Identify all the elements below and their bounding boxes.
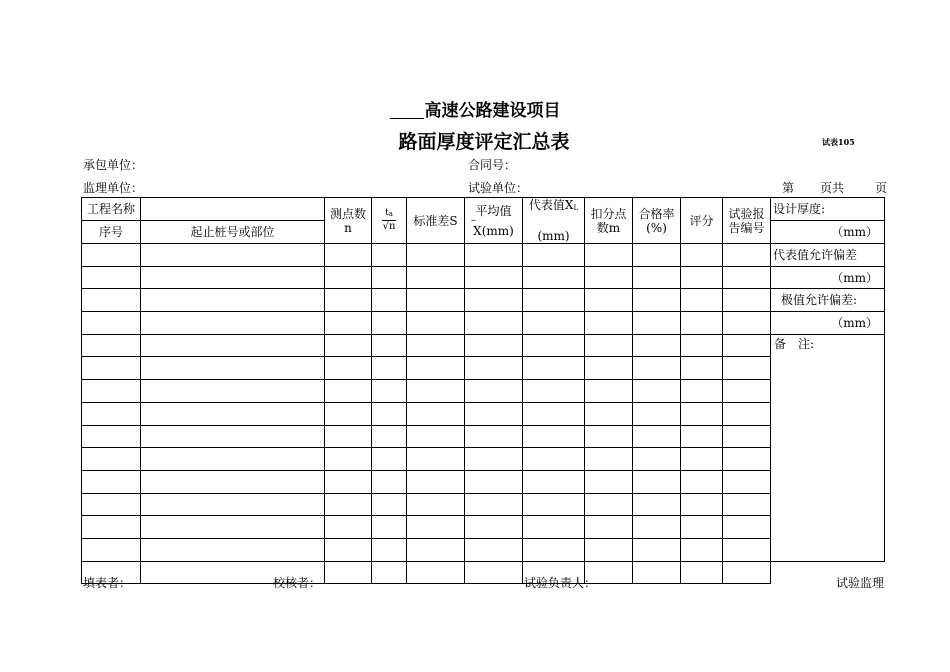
table-cell[interactable]: [523, 380, 585, 403]
table-cell[interactable]: [372, 244, 407, 267]
table-cell[interactable]: [82, 538, 141, 561]
table-cell[interactable]: [585, 244, 633, 267]
table-cell[interactable]: [465, 402, 523, 425]
table-cell[interactable]: [141, 380, 325, 403]
table-cell[interactable]: [407, 538, 465, 561]
table-cell[interactable]: [407, 561, 465, 584]
table-cell[interactable]: [465, 244, 523, 267]
table-cell[interactable]: [325, 402, 372, 425]
table-cell[interactable]: [465, 312, 523, 335]
table-cell[interactable]: [325, 244, 372, 267]
table-cell[interactable]: [681, 266, 723, 289]
table-cell[interactable]: [372, 357, 407, 380]
test-lead-label: 试验负责人：: [524, 576, 597, 590]
table-cell[interactable]: [407, 357, 465, 380]
table-cell[interactable]: [465, 357, 523, 380]
table-cell[interactable]: [523, 425, 585, 448]
table-cell[interactable]: [681, 357, 723, 380]
std-dev-header: 标准差S: [407, 198, 465, 244]
test-unit-label: 试验单位：: [468, 181, 529, 195]
table-cell[interactable]: [723, 357, 771, 380]
table-cell[interactable]: [723, 402, 771, 425]
table-cell[interactable]: [633, 516, 681, 539]
test-supervisor-label: 试验监理: [836, 576, 885, 590]
table-cell[interactable]: [681, 244, 723, 267]
table-cell[interactable]: [82, 516, 141, 539]
table-cell[interactable]: [523, 470, 585, 493]
table-cell[interactable]: [585, 357, 633, 380]
table-cell[interactable]: [723, 334, 771, 357]
table-cell[interactable]: [465, 448, 523, 471]
table-cell[interactable]: [633, 244, 681, 267]
table-cell[interactable]: [82, 493, 141, 516]
table-cell[interactable]: [407, 244, 465, 267]
table-cell[interactable]: [681, 402, 723, 425]
design-thickness-label: 设计厚度:: [771, 198, 885, 221]
table-cell[interactable]: [523, 289, 585, 312]
table-cell[interactable]: [633, 402, 681, 425]
report-no-header: 试验报 告编号: [723, 198, 771, 244]
table-cell[interactable]: [633, 312, 681, 335]
table-cell[interactable]: [82, 402, 141, 425]
table-cell[interactable]: [681, 289, 723, 312]
table-cell[interactable]: [523, 448, 585, 471]
table-cell[interactable]: [723, 266, 771, 289]
table-cell[interactable]: [325, 266, 372, 289]
table-cell[interactable]: [633, 470, 681, 493]
table-cell[interactable]: [523, 402, 585, 425]
table-cell[interactable]: [372, 266, 407, 289]
table-cell[interactable]: [633, 561, 681, 584]
table-cell[interactable]: [523, 266, 585, 289]
table-cell[interactable]: [82, 289, 141, 312]
table-cell[interactable]: [585, 380, 633, 403]
table-cell[interactable]: [141, 266, 325, 289]
table-cell[interactable]: [372, 425, 407, 448]
project-title-text: 高速公路建设项目: [424, 101, 561, 121]
table-cell[interactable]: [723, 493, 771, 516]
table-cell[interactable]: [372, 334, 407, 357]
table-cell[interactable]: [465, 266, 523, 289]
table-cell[interactable]: [407, 289, 465, 312]
table-cell[interactable]: [325, 334, 372, 357]
table-cell[interactable]: [325, 448, 372, 471]
page-title: 路面厚度评定汇总表: [398, 131, 570, 153]
table-cell[interactable]: [372, 516, 407, 539]
pass-rate-header: 合格率 (%): [633, 198, 681, 244]
table-cell[interactable]: [372, 448, 407, 471]
table-cell[interactable]: [82, 244, 141, 267]
rep-tolerance-label: 代表值允许偏差: [771, 244, 885, 267]
table-cell[interactable]: [325, 538, 372, 561]
table-cell[interactable]: [723, 244, 771, 267]
table-cell[interactable]: [407, 312, 465, 335]
table-cell[interactable]: [407, 402, 465, 425]
table-cell[interactable]: [585, 493, 633, 516]
page-label-1: 第: [782, 181, 795, 195]
table-cell[interactable]: [585, 289, 633, 312]
table-cell[interactable]: [465, 493, 523, 516]
table-cell[interactable]: [325, 561, 372, 584]
table-cell[interactable]: [82, 425, 141, 448]
extreme-tolerance-unit: （mm）: [771, 312, 885, 335]
table-cell[interactable]: [372, 402, 407, 425]
table-cell[interactable]: [633, 538, 681, 561]
filler-label: 填表者：: [83, 576, 132, 590]
table-cell[interactable]: [465, 380, 523, 403]
table-cell[interactable]: [82, 312, 141, 335]
table-cell[interactable]: [141, 493, 325, 516]
table-cell[interactable]: [141, 244, 325, 267]
table-cell[interactable]: [723, 470, 771, 493]
table-cell[interactable]: [407, 334, 465, 357]
table-cell[interactable]: [681, 470, 723, 493]
score-header: 评分: [681, 198, 723, 244]
table-cell[interactable]: [465, 516, 523, 539]
table-cell[interactable]: [723, 516, 771, 539]
table-cell[interactable]: [141, 516, 325, 539]
table-cell[interactable]: [465, 425, 523, 448]
table-cell[interactable]: [633, 289, 681, 312]
table-cell[interactable]: [325, 357, 372, 380]
project-title: [0, 96, 950, 121]
table-cell[interactable]: [585, 425, 633, 448]
table-cell[interactable]: [633, 266, 681, 289]
table-cell[interactable]: [465, 561, 523, 584]
table-cell[interactable]: [681, 334, 723, 357]
table-cell[interactable]: [585, 402, 633, 425]
table-cell[interactable]: [372, 380, 407, 403]
table-cell[interactable]: [141, 425, 325, 448]
table-cell[interactable]: [407, 448, 465, 471]
table-cell[interactable]: [523, 538, 585, 561]
table-cell[interactable]: [407, 380, 465, 403]
table-cell[interactable]: [523, 312, 585, 335]
table-cell[interactable]: [82, 266, 141, 289]
table-cell[interactable]: [633, 380, 681, 403]
project-name-blank: [390, 101, 424, 119]
table-cell[interactable]: [82, 448, 141, 471]
table-cell[interactable]: [585, 538, 633, 561]
table-cell[interactable]: [723, 425, 771, 448]
checker-label: 校核者：: [273, 576, 322, 590]
ta-sqrt-header: $\frac{ta}{√n}$: [372, 198, 407, 244]
table-cell[interactable]: [523, 244, 585, 267]
supervisor-label: 监理单位：: [83, 181, 144, 195]
representative-header: 代表值XL (mm): [523, 198, 585, 244]
table-cell[interactable]: [633, 425, 681, 448]
page-label-2: 页共: [820, 181, 845, 195]
table-cell[interactable]: [372, 312, 407, 335]
table-cell[interactable]: [465, 334, 523, 357]
table-cell[interactable]: [82, 470, 141, 493]
table-cell[interactable]: [325, 289, 372, 312]
table-cell[interactable]: [585, 312, 633, 335]
table-cell[interactable]: [585, 266, 633, 289]
table-cell[interactable]: [633, 493, 681, 516]
table-cell[interactable]: [82, 334, 141, 357]
station-header: 起止桩号或部位: [141, 221, 325, 244]
table-cell[interactable]: [407, 516, 465, 539]
table-cell[interactable]: [141, 402, 325, 425]
table-cell[interactable]: [141, 312, 325, 335]
table-cell[interactable]: [407, 266, 465, 289]
table-cell[interactable]: [633, 357, 681, 380]
table-cell[interactable]: [465, 538, 523, 561]
table-cell[interactable]: [723, 380, 771, 403]
project-name-label: 工程名称: [82, 198, 141, 221]
table-cell[interactable]: [325, 470, 372, 493]
table-cell[interactable]: [141, 470, 325, 493]
table-cell[interactable]: [141, 289, 325, 312]
table-cell[interactable]: [325, 493, 372, 516]
table-cell[interactable]: [681, 538, 723, 561]
table-cell[interactable]: [681, 425, 723, 448]
table-cell[interactable]: [325, 380, 372, 403]
remark-cell[interactable]: 备 注:: [771, 334, 885, 561]
table-cell[interactable]: [325, 425, 372, 448]
contractor-label: 承包单位：: [83, 158, 144, 172]
table-cell[interactable]: [372, 470, 407, 493]
table-cell[interactable]: [141, 357, 325, 380]
table-cell[interactable]: [723, 561, 771, 584]
table-cell[interactable]: [372, 493, 407, 516]
table-cell[interactable]: [465, 289, 523, 312]
design-thickness-unit: （mm）: [771, 221, 885, 244]
table-cell[interactable]: [523, 334, 585, 357]
table-cell[interactable]: [633, 448, 681, 471]
table-cell[interactable]: [523, 357, 585, 380]
points-header: 测点数 n: [325, 198, 372, 244]
project-name-value[interactable]: [141, 198, 325, 221]
thickness-summary-table: [81, 197, 885, 584]
table-cell[interactable]: [372, 289, 407, 312]
form-number: 试表105: [822, 137, 855, 147]
table-cell[interactable]: [523, 516, 585, 539]
table-cell[interactable]: [465, 470, 523, 493]
page-label-3: 页: [875, 181, 888, 195]
extreme-tolerance-label: 极值允许偏差:: [771, 289, 885, 312]
table-cell[interactable]: [681, 493, 723, 516]
table-cell[interactable]: [325, 312, 372, 335]
table-cell[interactable]: [681, 561, 723, 584]
table-cell[interactable]: [723, 312, 771, 335]
table-cell[interactable]: [407, 493, 465, 516]
table-cell[interactable]: [585, 470, 633, 493]
table-cell[interactable]: [633, 334, 681, 357]
table-cell[interactable]: [723, 538, 771, 561]
table-cell[interactable]: [681, 312, 723, 335]
table-cell[interactable]: [372, 538, 407, 561]
table-cell[interactable]: [141, 538, 325, 561]
table-cell[interactable]: [681, 380, 723, 403]
table-cell[interactable]: [585, 516, 633, 539]
seq-header: 序号: [82, 221, 141, 244]
average-header: 平均值 – X(mm): [465, 198, 523, 244]
rep-tolerance-unit: （mm）: [771, 266, 885, 289]
table-cell[interactable]: [723, 448, 771, 471]
table-cell[interactable]: [585, 334, 633, 357]
contract-no-label: 合同号：: [468, 158, 517, 172]
table-cell[interactable]: [407, 470, 465, 493]
table-cell[interactable]: [723, 289, 771, 312]
table-cell[interactable]: [372, 561, 407, 584]
deduct-points-header: 扣分点 数m: [585, 198, 633, 244]
table-cell[interactable]: [585, 448, 633, 471]
table-cell[interactable]: [82, 380, 141, 403]
table-cell[interactable]: [681, 516, 723, 539]
table-cell[interactable]: [681, 448, 723, 471]
table-cell[interactable]: [325, 516, 372, 539]
table-cell[interactable]: [523, 493, 585, 516]
table-cell[interactable]: [141, 448, 325, 471]
table-cell[interactable]: [82, 357, 141, 380]
table-cell[interactable]: [407, 425, 465, 448]
table-cell[interactable]: [141, 334, 325, 357]
